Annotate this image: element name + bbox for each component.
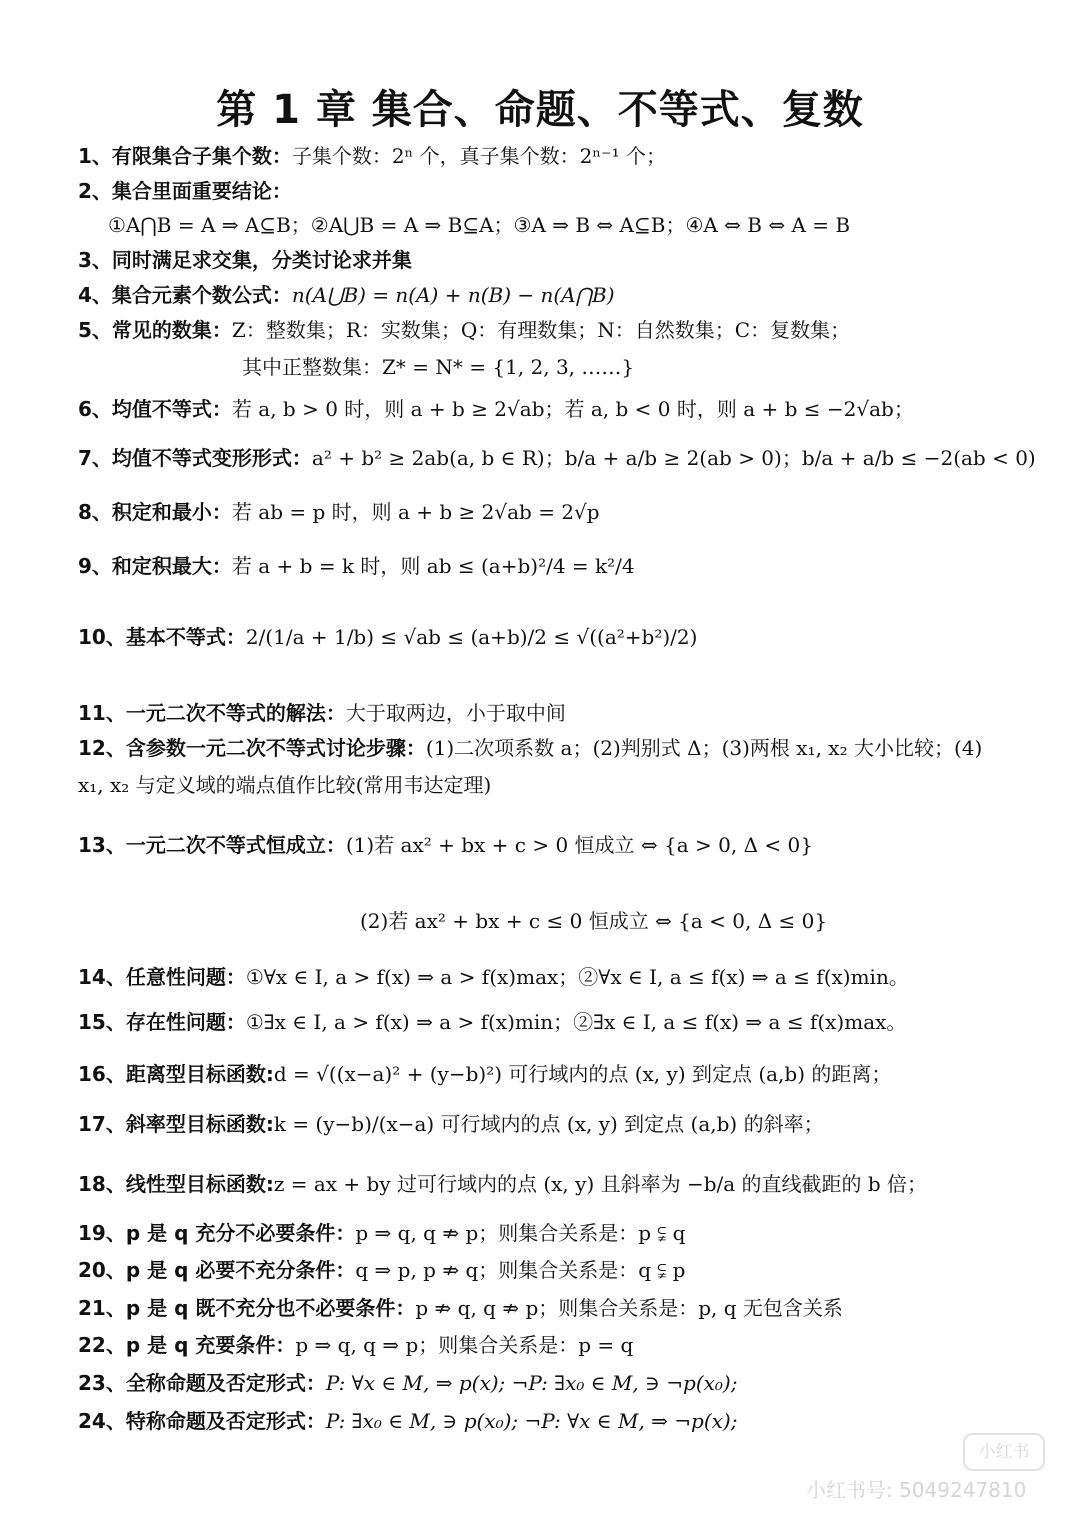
item-text: 大于取两边，小于取中间 bbox=[345, 701, 566, 725]
item-label: 含参数一元二次不等式讨论步骤： bbox=[125, 736, 426, 760]
item-number: 5、 bbox=[78, 318, 112, 342]
item-text: k = (y−b)/(x−a) 可行域内的点 (x, y) 到定点 (a,b) 的斜率； bbox=[273, 1112, 824, 1136]
item-22 bbox=[78, 1330, 633, 1360]
item-14 bbox=[78, 962, 909, 992]
item-label: 存在性问题： bbox=[125, 1010, 246, 1034]
item-9 bbox=[78, 551, 635, 581]
item-text: 2/(1/a + 1/b) ≤ √ab ≤ (a+b)/2 ≤ √((a²+b²)/2) bbox=[245, 625, 698, 649]
item-number: 17、 bbox=[78, 1112, 126, 1136]
item-label: 集合元素个数公式： bbox=[111, 283, 292, 307]
item-number: 6、 bbox=[78, 397, 112, 421]
item-10 bbox=[78, 622, 697, 652]
item-text: a² + b² ≥ 2ab(a, b ∈ R)；b/a + a/b ≥ 2(ab > 0)；b/a + a/b ≤ −2(ab < 0) bbox=[311, 446, 1036, 470]
item-label: 特称命题及否定形式： bbox=[125, 1409, 326, 1433]
item-label: 线性型目标函数: bbox=[125, 1172, 274, 1196]
item-text: P: ∃x₀ ∈ M, ∋ p(x₀); ¬P: ∀x ∈ M, ⇒ ¬p(x); bbox=[325, 1409, 738, 1433]
item-number: 10、 bbox=[78, 625, 126, 649]
item-label: p 是 q 充分不必要条件： bbox=[125, 1221, 356, 1245]
item-15 bbox=[78, 1007, 906, 1037]
item-12-subtext: x₁, x₂ 与定义域的端点值作比较(常用韦达定理) bbox=[78, 773, 492, 797]
item-number: 1、 bbox=[78, 144, 112, 168]
item-13 bbox=[78, 830, 813, 860]
item-number: 13、 bbox=[78, 833, 126, 857]
item-8 bbox=[78, 497, 600, 527]
item-number: 19、 bbox=[78, 1221, 126, 1245]
item-number: 16、 bbox=[78, 1062, 126, 1086]
item-number: 2、 bbox=[78, 179, 112, 203]
item-text: (1)若 ax² + bx + c > 0 恒成立 ⇔ {a > 0, Δ < 0} bbox=[345, 833, 813, 857]
item-text: P: ∀x ∈ M, ⇒ p(x); ¬P: ∃x₀ ∈ M, ∋ ¬p(x₀); bbox=[325, 1371, 738, 1395]
item-23 bbox=[78, 1368, 737, 1398]
item-label: 一元二次不等式恒成立： bbox=[125, 833, 346, 857]
item-number: 8、 bbox=[78, 500, 112, 524]
item-4 bbox=[78, 280, 615, 310]
item-1 bbox=[78, 141, 666, 171]
item-text: 若 a, b > 0 时，则 a + b ≥ 2√ab；若 a, b < 0 时，则 a + b ≤ −2√ab； bbox=[231, 397, 914, 421]
item-label: p 是 q 充要条件： bbox=[125, 1333, 296, 1357]
item-text: ①∃x ∈ I, a > f(x) ⇒ a > f(x)min；②∃x ∈ I, a ≤ f(x) ⇒ a ≤ f(x)max。 bbox=[245, 1010, 907, 1034]
item-3 bbox=[78, 245, 412, 275]
item-2-text: ①A⋂B = A ⇒ A⊆B；②A⋃B = A ⇒ B⊆A；③A ⇒ B ⇔ A⊆B；④A ⇔ B ⇔ A = B bbox=[108, 213, 851, 237]
item-text: Z：整数集；R：实数集；Q：有理数集；N：自然数集；C：复数集； bbox=[231, 318, 851, 342]
item-number: 11、 bbox=[78, 701, 126, 725]
item-label: 有限集合子集个数： bbox=[111, 144, 292, 168]
item-text: (1)二次项系数 a；(2)判别式 Δ；(3)两根 x₁, x₂ 大小比较；(4) bbox=[425, 736, 983, 760]
item-text: p ⇒ q, q ⇏ p；则集合关系是：p ⫋ q bbox=[355, 1221, 686, 1245]
item-text: p ⇏ q, q ⇏ p；则集合关系是：p, q 无包含关系 bbox=[415, 1296, 843, 1320]
item-20 bbox=[78, 1255, 685, 1285]
item-label: 斜率型目标函数: bbox=[125, 1112, 274, 1136]
item-17 bbox=[78, 1109, 824, 1139]
item-number: 22、 bbox=[78, 1333, 126, 1357]
item-text: 若 a + b = k 时，则 ab ≤ (a+b)²/4 = k²/4 bbox=[231, 554, 635, 578]
item-text: n(A⋃B) = n(A) + n(B) − n(A⋂B) bbox=[291, 283, 615, 307]
item-number: 3、 bbox=[78, 248, 112, 272]
item-label: 积定和最小： bbox=[111, 500, 232, 524]
item-label: 距离型目标函数: bbox=[125, 1062, 274, 1086]
item-label: 全称命题及否定形式： bbox=[125, 1371, 326, 1395]
watermark-id: 小红书号: 5049247810 bbox=[806, 1478, 1027, 1502]
item-21 bbox=[78, 1293, 843, 1323]
item-11 bbox=[78, 698, 566, 728]
item-number: 7、 bbox=[78, 446, 112, 470]
item-text: ①∀x ∈ I, a > f(x) ⇒ a > f(x)max；②∀x ∈ I, a ≤ f(x) ⇒ a ≤ f(x)min。 bbox=[245, 965, 909, 989]
item-2 bbox=[78, 176, 292, 206]
item-number: 12、 bbox=[78, 736, 126, 760]
item-label: 任意性问题： bbox=[125, 965, 246, 989]
item-text: d = √((x−a)² + (y−b)²) 可行域内的点 (x, y) 到定点 (a,b) 的距离； bbox=[273, 1062, 892, 1086]
item-label: 同时满足求交集，分类讨论求并集 bbox=[111, 248, 412, 272]
item-label: 均值不等式变形形式： bbox=[111, 446, 312, 470]
item-label: p 是 q 必要不充分条件： bbox=[125, 1258, 356, 1282]
item-label: 集合里面重要结论： bbox=[111, 179, 292, 203]
item-label: 一元二次不等式的解法： bbox=[125, 701, 346, 725]
item-label: 均值不等式： bbox=[111, 397, 232, 421]
item-label: 常见的数集： bbox=[111, 318, 232, 342]
item-24 bbox=[78, 1406, 737, 1436]
item-number: 14、 bbox=[78, 965, 126, 989]
item-label: 基本不等式： bbox=[125, 625, 246, 649]
item-5-subtext: 其中正整数集：Z* = N* = {1, 2, 3, ……} bbox=[242, 355, 635, 379]
item-5 bbox=[78, 315, 850, 345]
item-text: z = ax + by 过可行域内的点 (x, y) 且斜率为 −b/a 的直线截距的 b 倍； bbox=[273, 1172, 928, 1196]
item-number: 23、 bbox=[78, 1371, 126, 1395]
item-13-subtext: (2)若 ax² + bx + c ≤ 0 恒成立 ⇔ {a < 0, Δ ≤ 0} bbox=[360, 909, 828, 933]
item-label: p 是 q 既不充分也不必要条件： bbox=[125, 1296, 416, 1320]
item-number: 21、 bbox=[78, 1296, 126, 1320]
item-number: 18、 bbox=[78, 1172, 126, 1196]
item-6 bbox=[78, 394, 914, 424]
item-label: 和定积最大： bbox=[111, 554, 232, 578]
item-12 bbox=[78, 733, 982, 763]
item-number: 9、 bbox=[78, 554, 112, 578]
item-text: q ⇒ p, p ⇏ q；则集合关系是：q ⫋ p bbox=[355, 1258, 686, 1282]
item-text: 子集个数：2ⁿ 个，真子集个数：2ⁿ⁻¹ 个； bbox=[291, 144, 666, 168]
item-7 bbox=[78, 443, 1036, 473]
item-number: 4、 bbox=[78, 283, 112, 307]
chapter-title: 第 1 章 集合、命题、不等式、复数 bbox=[216, 87, 864, 133]
item-number: 20、 bbox=[78, 1258, 126, 1282]
watermark-logo: 小红书 bbox=[963, 1433, 1045, 1471]
item-number: 24、 bbox=[78, 1409, 126, 1433]
item-text: 若 ab = p 时，则 a + b ≥ 2√ab = 2√p bbox=[231, 500, 600, 524]
item-18 bbox=[78, 1169, 927, 1199]
item-text: p ⇒ q, q ⇒ p；则集合关系是：p = q bbox=[295, 1333, 634, 1357]
item-19 bbox=[78, 1218, 685, 1248]
item-16 bbox=[78, 1059, 891, 1089]
item-number: 15、 bbox=[78, 1010, 126, 1034]
